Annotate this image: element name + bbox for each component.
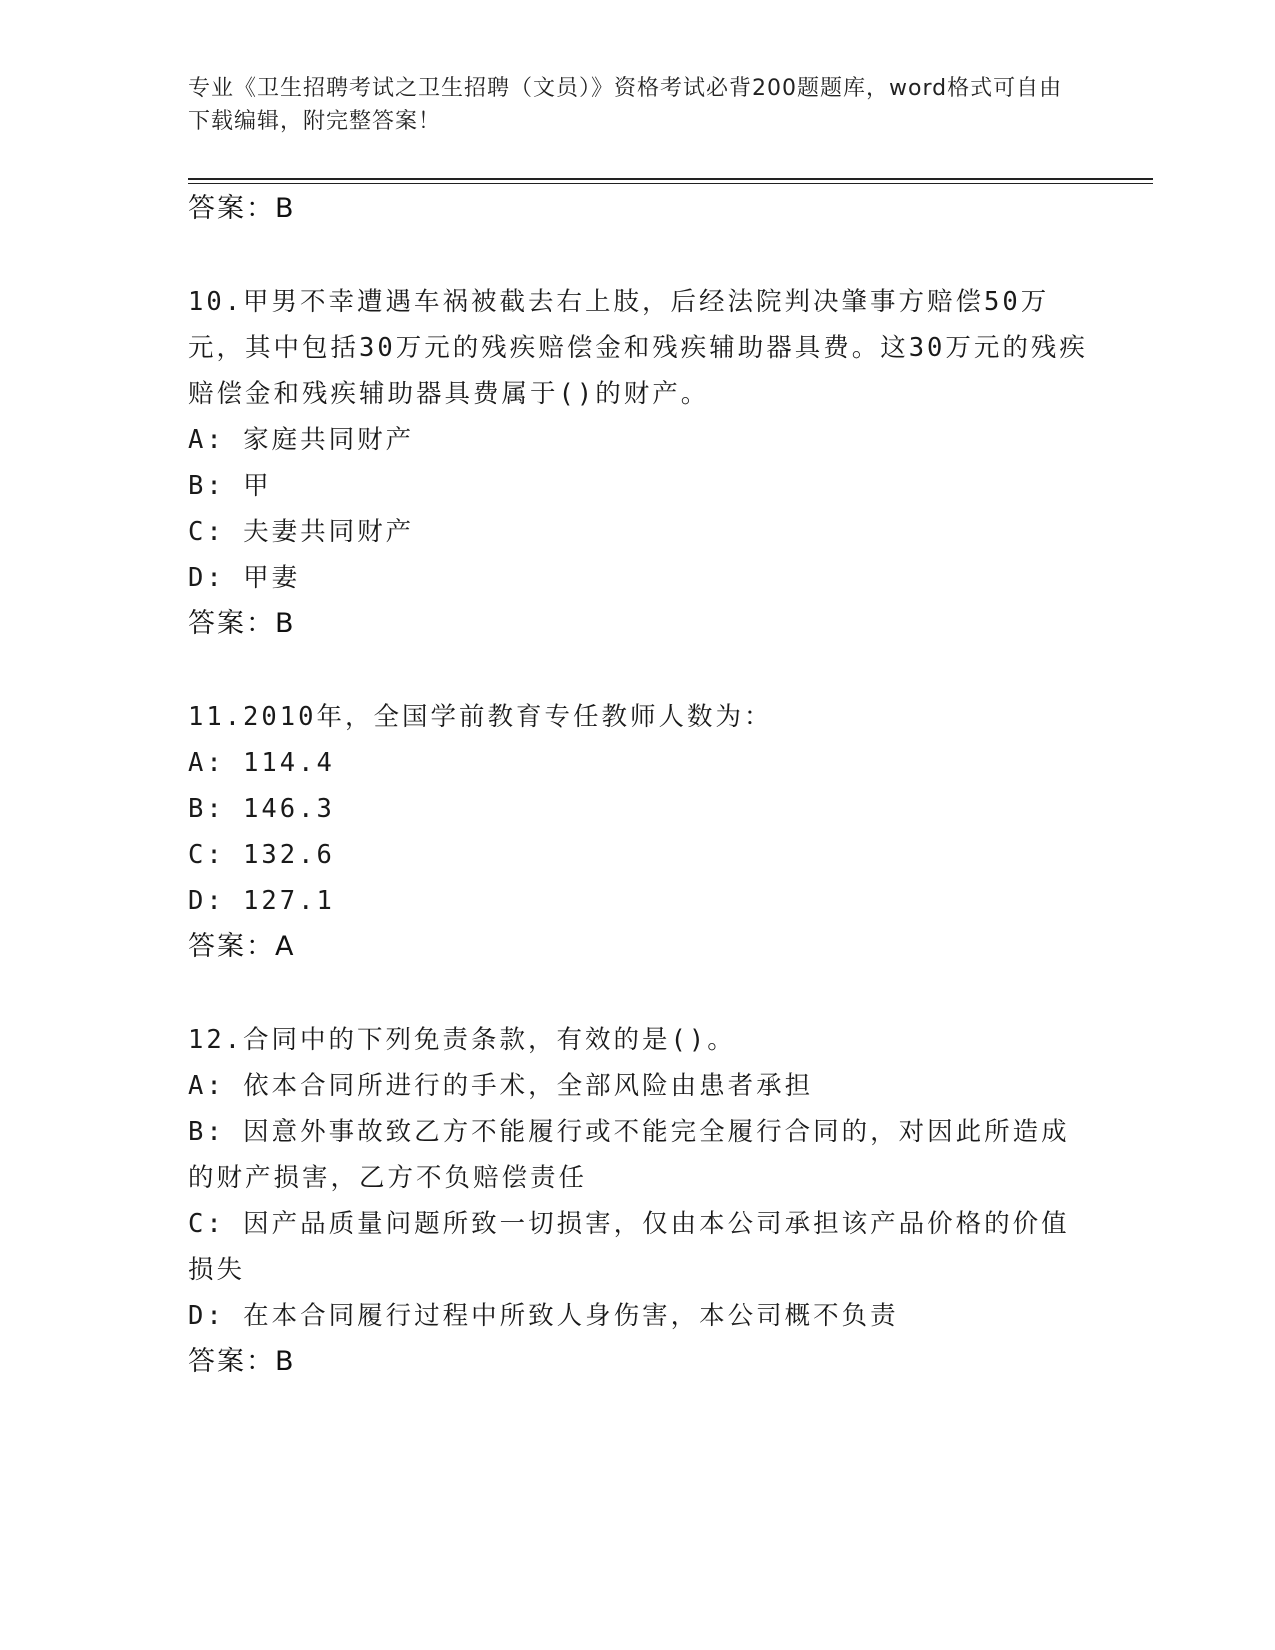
option-text: 127.1 xyxy=(243,886,335,916)
header-divider-thick xyxy=(188,178,1153,180)
option-text: 在本合同履行过程中所致人身伤害，本公司概不负责 xyxy=(243,1301,899,1331)
question-item xyxy=(188,1017,1088,1385)
answer-label: 答案： xyxy=(188,608,275,639)
document-header xyxy=(188,72,1068,138)
option-c xyxy=(188,1201,1088,1293)
option-text: 因意外事故致乙方不能履行或不能完全履行合同的，对因此所造成的财产损害，乙方不负赔偿责任 xyxy=(188,1117,1070,1193)
option-text: 114.4 xyxy=(243,748,335,778)
option-text: 146.3 xyxy=(243,794,335,824)
answer-value: B xyxy=(275,193,294,224)
option-a xyxy=(188,417,1088,463)
option-a xyxy=(188,740,1088,786)
option-key: D: xyxy=(188,563,225,593)
option-key: D: xyxy=(188,886,225,916)
option-d xyxy=(188,1293,1088,1339)
question-item xyxy=(188,279,1088,647)
option-key: A: xyxy=(188,425,225,455)
answer-value: B xyxy=(275,1346,294,1377)
answer-line xyxy=(188,924,1088,970)
option-key: C: xyxy=(188,840,225,870)
option-key: C: xyxy=(188,1209,225,1239)
option-key: B: xyxy=(188,471,225,501)
option-c xyxy=(188,832,1088,878)
option-text: 132.6 xyxy=(243,840,335,870)
answer-value: A xyxy=(275,931,294,962)
answer-line xyxy=(188,186,1088,232)
question-stem: 11.2010年，全国学前教育专任教师人数为： xyxy=(188,702,773,732)
option-text: 家庭共同财产 xyxy=(243,425,415,455)
option-key: B: xyxy=(188,1117,225,1147)
option-text: 夫妻共同财产 xyxy=(243,517,415,547)
option-key: B: xyxy=(188,794,225,824)
option-b xyxy=(188,463,1088,509)
option-a xyxy=(188,1063,1088,1109)
option-key: C: xyxy=(188,517,225,547)
option-key: A: xyxy=(188,1071,225,1101)
question-stem: 12.合同中的下列免责条款，有效的是()。 xyxy=(188,1025,736,1055)
answer-label: 答案： xyxy=(188,1346,275,1377)
option-key: A: xyxy=(188,748,225,778)
option-d xyxy=(188,878,1088,924)
option-b xyxy=(188,1109,1088,1201)
answer-value: B xyxy=(275,608,294,639)
answer-label: 答案： xyxy=(188,193,275,224)
option-text: 因产品质量问题所致一切损害，仅由本公司承担该产品价格的价值损失 xyxy=(188,1209,1070,1285)
option-text: 依本合同所进行的手术，全部风险由患者承担 xyxy=(243,1071,814,1101)
header-divider-thin xyxy=(188,183,1153,184)
question-list xyxy=(188,186,1088,1385)
answer-line xyxy=(188,601,1088,647)
answer-line xyxy=(188,1339,1088,1385)
option-text: 甲妻 xyxy=(243,563,301,593)
option-c xyxy=(188,509,1088,555)
answer-label: 答案： xyxy=(188,931,275,962)
option-key: D: xyxy=(188,1301,225,1331)
option-text: 甲 xyxy=(243,471,272,501)
header-text: 专业《卫生招聘考试之卫生招聘（文员）》资格考试必背200题题库，word格式可自由下载编辑，附完整答案！ xyxy=(188,76,1063,134)
question-item xyxy=(188,694,1088,970)
option-d xyxy=(188,555,1088,601)
question-stem: 10.甲男不幸遭遇车祸被截去右上肢，后经法院判决肇事方赔偿50万元，其中包括30万元的残疾赔偿金和残疾辅助器具费。这30万元的残疾赔偿金和残疾辅助器具费属于()的财产。 xyxy=(188,287,1088,409)
option-b xyxy=(188,786,1088,832)
